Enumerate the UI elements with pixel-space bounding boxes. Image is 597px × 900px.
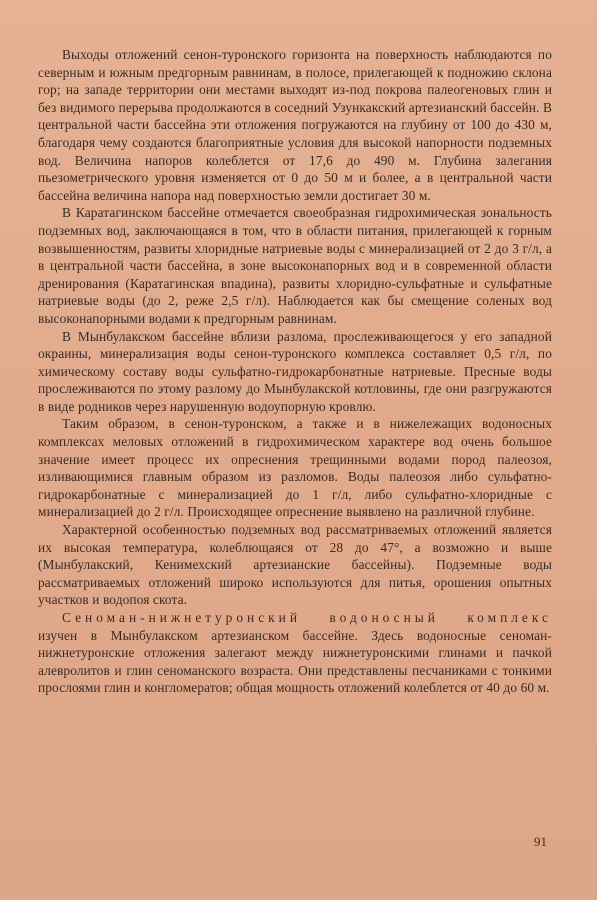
paragraph-1: Выходы отложений сенон-туронского горизонта на поверхность наблюдаются по северным и южным предгорным равнинам, в полосе, прилегающей к подножию склона гор; на западе территории они местами выходят из-под покрова палеогеновых глин и без видимого перерыва продолжаются в соседний Узункакский артезианский бассейн. В центральной части бассейна эти отложения погружаются на глубину от 100 до 430 м, благодаря чему создаются благоприятные условия для высокой напорности подземных вод. Величина напоров колеблется от 17,6 до 490 м. Глубина залегания пьезометрического уровня изменяется от 0 до 50 м и более, а в центральной части бассейна величина напора над поверхностью земли достигает 30 м. [38, 47, 552, 203]
paragraph-3: В Мынбулакском бассейне вблизи разлома, прослеживающегося у его западной окраины, минерализация воды сенон-туронского комплекса составляет 0,5 г/л, по химическому составу воды сульфатно-гидрокарбонатные натриевые. Пресные воды прослеживаются по этому разлому до Мынбулакской котловины, где они разгружаются в виде родников через нарушенную водоупорную кровлю. [38, 328, 552, 414]
paragraph-4: Таким образом, в сенон-туронском, а также и в нижележащих водоносных комплексах меловых отложений в гидрохимическом характере вод очень большое значение имеет процесс их опреснения трещинными водами пород палеозоя, изливающимися главным образом из разломов. Воды палеозоя либо сульфатно-гидрокарбонатные с минерализацией до 1 г/л, либо сульфатно-хлоридные с минерализацией до 2 г/л. Происходящее опреснение выявлено на различной глубине. [38, 416, 552, 520]
paragraph-5: Характерной особенностью подземных вод рассматриваемых отложений является их высокая температура, колеблющаяся от 28 до 47°, а возможно и выше (Мынбулакский, Кенимехский артезианские бассейны). Подземные воды рассматриваемых отложений широко используются для питья, орошения опытных участков и водопоя скота. [38, 522, 552, 608]
paragraph-6-body: изучен в Мынбулакском артезианском бассейне. Здесь водоносные сеноман-нижнетуронские отложения залегают между нижнетуронскими глинами и пачкой алевролитов и глин сеноманского возраста. Они представлены песчаниками с тонкими прослоями глин и конгломератов; общая мощность отложений колеблется от 40 до 60 м. [38, 627, 552, 696]
page-number: 91 [534, 834, 547, 849]
section-heading-inline: Сеноман-нижнетуронский водоносный комплекс [62, 610, 552, 625]
paragraph-2: В Каратагинском бассейне отмечается своеобразная гидрохимическая зональность подземных вод, заключающаяся в том, что в области питания, прилегающей к горным возвышенностям, развиты хлоридные натриевые воды с минерализацией от 2 до 3 г/л, а в центральной части бассейна, в зоне высоконапорных вод и в современной области дренирования (Каратагинская впадина), развиты хлоридно-сульфатные и сульфатные натриевые воды (до 2, реже 2,5 г/л). Наблюдается как бы смещение соленых вод высоконапорными водами к предгорным равнинам. [38, 205, 552, 326]
paragraph-6 [38, 609, 552, 697]
body-text [38, 46, 552, 697]
